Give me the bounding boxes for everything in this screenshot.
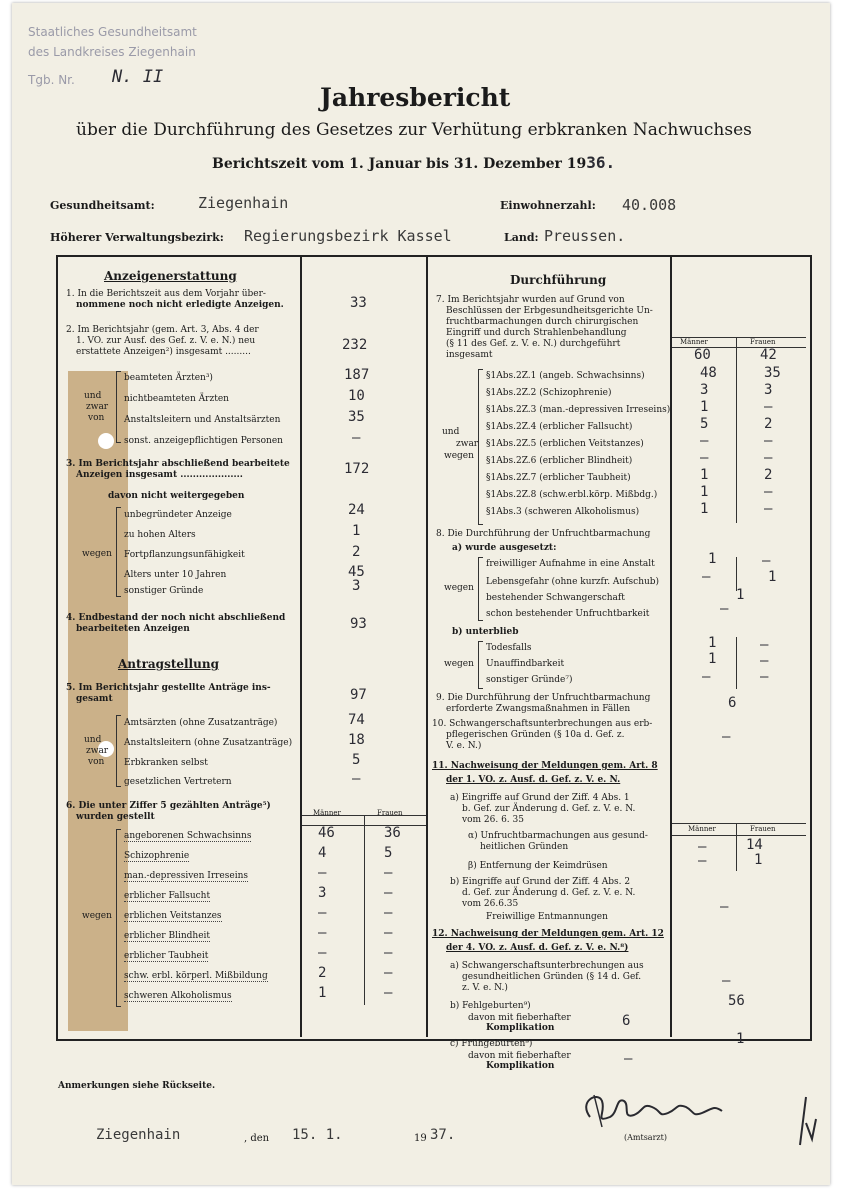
office-stamp-line-2: des Landkreises Ziegenhain xyxy=(28,45,196,59)
s5-item-4-value: — xyxy=(352,771,361,787)
r7-line-5: (§ 11 des Gef. z. V. e. N.) durchgeführt xyxy=(446,339,621,349)
center-divider xyxy=(426,257,428,1037)
r7-line-1: 7. Im Berichtsjahr wurden auf Grund von xyxy=(436,295,625,305)
row-5-line-1: 5. Im Berichtsjahr gestellte Anträge ins- xyxy=(66,683,271,693)
r7-item-label: §1Abs.2Z.8 (schw.erbl.körp. Mißbdg.) xyxy=(486,490,658,500)
brace-row-3 xyxy=(116,507,121,597)
r12-a-line-2: gesundheitlichen Gründen (§ 14 d. Gef. xyxy=(462,972,642,982)
footer-signer-title: (Amtsarzt) xyxy=(624,1133,667,1142)
s3-item-5-value: 3 xyxy=(352,578,361,594)
r12-c-line-3: Komplikation xyxy=(486,1061,555,1071)
r7-item-maenner: 1 xyxy=(700,501,709,517)
r11-a-line-3: vom 26. 6. 35 xyxy=(462,815,524,825)
r7-item-frauen: — xyxy=(764,399,773,415)
r7-line-6: insgesamt xyxy=(446,350,493,360)
r11-b-line-1: b) Eingriffe auf Grund der Ziff. 4 Abs. 2 xyxy=(450,877,631,887)
row-2-line-3: erstattete Anzeigen²) insgesamt ......... xyxy=(76,347,251,357)
s5-item-3-value: 5 xyxy=(352,752,361,768)
r8a-item-1-label: freiwilliger Aufnahme in eine Anstalt xyxy=(486,559,655,569)
r11-mf-divider xyxy=(736,823,737,871)
r6-item-frauen: — xyxy=(384,925,393,941)
r8a-item-2-maenner: — xyxy=(702,569,711,585)
initials-mark xyxy=(794,1093,818,1149)
r11-b-line-3: vom 26.6.35 xyxy=(462,899,519,909)
office-stamp-line-1: Staatliches Gesundheitsamt xyxy=(28,25,197,39)
row-1-value: 33 xyxy=(350,295,367,311)
section-antragstellung: Antragstellung xyxy=(118,657,219,671)
r12-c-value: 1 xyxy=(736,1031,745,1047)
gesundheitsamt-label: Gesundheitsamt: xyxy=(50,199,155,212)
r12-c-line-2: davon mit fieberhafter xyxy=(468,1051,571,1061)
row-6-mf-divider xyxy=(364,815,365,1005)
r6-item-maenner: — xyxy=(318,905,327,921)
r6-item-frauen: 5 xyxy=(384,845,393,861)
r6-item-maenner: 46 xyxy=(318,825,335,841)
und-label: und xyxy=(84,391,102,401)
footer-year: 37. xyxy=(430,1127,456,1143)
r11-header-top-rule xyxy=(672,823,806,824)
r11-alpha-line-2: heitlichen Gründen xyxy=(480,842,569,852)
r6-item-frauen: — xyxy=(384,985,393,1001)
r7-header-bottom-rule xyxy=(672,347,806,348)
s2-item-1-label: beamteten Ärzten³) xyxy=(124,373,213,383)
r6-item-frauen: — xyxy=(384,965,393,981)
r8b-mf-divider xyxy=(736,637,737,689)
r9-value: 6 xyxy=(728,695,737,711)
row-6-line-2: wurden gestellt xyxy=(76,812,155,822)
r12-b-line-2: davon mit fieberhafter xyxy=(468,1013,571,1023)
r8b-item-1-maenner: 1 xyxy=(708,635,717,651)
r7-item-frauen: — xyxy=(764,501,773,517)
land-label: Land: xyxy=(504,231,539,244)
s3-item-4-label: Alters unter 10 Jahren xyxy=(124,570,227,580)
section-durchfuehrung: Durchführung xyxy=(510,273,607,287)
r8a-item-2-frauen: 1 xyxy=(768,569,777,585)
r8a-item-3-label: bestehender Schwangerschaft xyxy=(486,593,625,603)
s2-item-2-label: nichtbeamteten Ärzten xyxy=(124,394,229,404)
left-value-divider xyxy=(300,257,302,1037)
footer-den: , den xyxy=(244,1133,270,1144)
r8b-item-2-label: Unauffindbarkeit xyxy=(486,659,565,669)
r10-line-2: pflegerischen Gründen (§ 10a d. Gef. z. xyxy=(446,730,625,740)
land-value: Preussen. xyxy=(544,227,626,245)
r7-item-label: §1Abs.2Z.4 (erblicher Fallsucht) xyxy=(486,422,633,432)
s3-item-1-value: 24 xyxy=(348,502,365,518)
r7-item-frauen: 2 xyxy=(764,416,773,432)
punch-hole-top xyxy=(98,433,114,449)
row-3-line-2: Anzeigen insgesamt .................... xyxy=(76,470,243,480)
r7-item-maenner: 48 xyxy=(700,365,717,381)
row-1-line-1: 1. In die Berichtszeit aus dem Vorjahr über- xyxy=(66,289,266,299)
r12-b-line-1: b) Fehlgeburten⁹) xyxy=(450,1001,531,1011)
signature xyxy=(572,1087,752,1131)
r6-item-label: erblicher Blindheit xyxy=(124,931,211,941)
r12-line-2: der 4. VO. z. Ausf. d. Gef. z. V. e. N.⁸) xyxy=(446,943,629,953)
r6-item-label: erblichen Veitstanzes xyxy=(124,911,222,921)
row-4-value: 93 xyxy=(350,616,367,632)
r7-line-4: Eingriff und durch Strahlenbehandlung xyxy=(446,328,627,338)
einwohnerzahl-value: 40.008 xyxy=(622,196,677,214)
r6-item-maenner: 3 xyxy=(318,885,327,901)
r6-item-label: man.-depressiven Irreseins xyxy=(124,871,248,881)
r6-item-maenner: 1 xyxy=(318,985,327,1001)
r6-item-maenner: — xyxy=(318,925,327,941)
s3-item-4-value: 45 xyxy=(348,564,365,580)
r12-a-line-1: a) Schwangerschaftsunterbrechungen aus xyxy=(450,961,644,971)
r11-maenner-header: Männer xyxy=(688,825,716,833)
r9-line-2: erforderte Zwangsmaßnahmen in Fällen xyxy=(446,704,631,714)
row-3-value: 172 xyxy=(344,461,370,477)
r7-item-frauen: — xyxy=(764,450,773,466)
r7-item-frauen: — xyxy=(764,433,773,449)
r11-b-line-2: d. Gef. zur Änderung d. Gef. z. V. e. N. xyxy=(462,888,636,898)
von-label-row-5: von xyxy=(88,757,105,767)
r7-maenner-header: Männer xyxy=(680,338,708,346)
s3-item-5-label: sonstiger Gründe xyxy=(124,586,204,596)
r7-item-maenner: — xyxy=(700,433,709,449)
r11-line-2: der 1. VO. z. Ausf. d. Gef. z. V. e. N. xyxy=(446,775,621,785)
r11-beta-maenner: — xyxy=(698,853,707,869)
r10-line-3: V. e. N.) xyxy=(446,741,482,751)
r7-item-frauen: 35 xyxy=(764,365,781,381)
r7-total-maenner: 60 xyxy=(694,347,711,363)
brace-row-5 xyxy=(116,715,121,787)
s2-item-2-value: 10 xyxy=(348,388,365,404)
zwar-label: zwar xyxy=(86,402,109,412)
s5-item-1-value: 74 xyxy=(348,712,365,728)
r7-zwar-label: zwar xyxy=(456,439,479,449)
r11-a-line-2: b. Gef. zur Änderung d. Gef. z. V. e. N. xyxy=(462,804,636,814)
r12-b-value: 56 xyxy=(728,993,745,1009)
einwohnerzahl-label: Einwohnerzahl: xyxy=(500,199,596,212)
r7-item-label: §1Abs.2Z.1 (angeb. Schwachsinns) xyxy=(486,371,645,381)
r10-value: — xyxy=(722,729,731,745)
r12-a-value: — xyxy=(722,973,731,989)
r7-item-label: §1Abs.2Z.3 (man.-depressiven Irreseins) xyxy=(486,405,671,415)
r11-alpha-frauen: 14 xyxy=(746,837,763,853)
r6-item-frauen: — xyxy=(384,945,393,961)
row-2-line-1: 2. Im Berichtsjahr (gem. Art. 3, Abs. 4 der xyxy=(66,325,259,335)
r8b-wegen-label: wegen xyxy=(444,659,474,669)
r6-item-label: Schizophrenie xyxy=(124,851,190,861)
row-4-line-2: bearbeiteten Anzeigen xyxy=(76,624,190,634)
r8a-item-3-value: 1 xyxy=(736,587,745,603)
r11-b-value: — xyxy=(720,899,729,915)
page-subtitle: über die Durchführung des Gesetzes zur Verhütung erbkranken Nachwuchses xyxy=(76,120,752,140)
r11-alpha-maenner: — xyxy=(698,839,707,855)
footer-year-prefix: 19 xyxy=(414,1133,427,1144)
r8b-item-3-maenner: — xyxy=(702,669,711,685)
brace-r7 xyxy=(478,369,483,525)
r7-item-maenner: — xyxy=(700,450,709,466)
r7-item-maenner: 1 xyxy=(700,467,709,483)
von-label: von xyxy=(88,413,105,423)
und-label-row-5: und xyxy=(84,735,102,745)
r6-item-frauen: — xyxy=(384,905,393,921)
wegen-label-row-3: wegen xyxy=(82,549,112,559)
s5-item-2-label: Anstaltsleitern (ohne Zusatzanträge) xyxy=(124,738,293,748)
r8b-heading: b) unterblieb xyxy=(452,627,519,637)
r8b-item-1-label: Todesfalls xyxy=(486,643,532,653)
r8b-item-3-label: sonstiger Gründe⁷) xyxy=(486,675,573,685)
gesundheitsamt-value: Ziegenhain xyxy=(198,194,289,212)
r8b-item-3-frauen: — xyxy=(760,669,769,685)
report-period: Berichtszeit vom 1. Januar bis 31. Dezember 1936. xyxy=(212,153,616,172)
r7-item-label: §1Abs.2Z.5 (erblichen Veitstanzes) xyxy=(486,439,644,449)
s3-item-3-label: Fortpflanzungsunfähigkeit xyxy=(124,550,245,560)
r9-line-1: 9. Die Durchführung der Unfruchtbarmachung xyxy=(436,693,651,703)
row-4-line-1: 4. Endbestand der noch nicht abschließend xyxy=(66,613,286,623)
r7-item-label: §1Abs.2Z.6 (erblicher Blindheit) xyxy=(486,456,633,466)
r6-item-label: angeborenen Schwachsinns xyxy=(124,831,252,841)
r7-item-maenner: 1 xyxy=(700,484,709,500)
row-3-line-1: 3. Im Berichtsjahr abschließend bearbeitete xyxy=(66,459,290,469)
r11-a-line-1: a) Eingriffe auf Grund der Ziff. 4 Abs. 1 xyxy=(450,793,630,803)
s3-item-2-label: zu hohen Alters xyxy=(124,530,196,540)
r8a-item-1-maenner: 1 xyxy=(708,551,717,567)
r7-item-frauen: — xyxy=(764,484,773,500)
r12-c-sub-value: — xyxy=(624,1051,633,1067)
r7-item-maenner: 5 xyxy=(700,416,709,432)
r7-item-label: §1Abs.2Z.2 (Schizophrenie) xyxy=(486,388,612,398)
row-2-value: 232 xyxy=(342,337,368,353)
row-1-line-2: nommene noch nicht erledigte Anzeigen. xyxy=(76,300,284,310)
r7-total-frauen: 42 xyxy=(760,347,777,363)
r12-a-line-3: z. V. e. N.) xyxy=(462,983,508,993)
row-3-subheading: davon nicht weitergegeben xyxy=(108,491,245,501)
row-5-line-2: gesamt xyxy=(76,694,113,704)
r11-line-1: 11. Nachweisung der Meldungen gem. Art. 8 xyxy=(432,761,658,771)
row-5-value: 97 xyxy=(350,687,367,703)
r7-und-label: und xyxy=(442,427,460,437)
r7-item-label: §1Abs.3 (schweren Alkoholismus) xyxy=(486,507,640,517)
r8a-item-2-label: Lebensgefahr (ohne kurzfr. Aufschub) xyxy=(486,577,660,587)
s3-item-1-label: unbegründeter Anzeige xyxy=(124,510,232,520)
r6-item-label: erblicher Fallsucht xyxy=(124,891,211,901)
r8a-wegen-label: wegen xyxy=(444,583,474,593)
brace-r8b xyxy=(478,641,483,689)
r6-item-frauen: 36 xyxy=(384,825,401,841)
r7-line-3: fruchtbarmachungen durch chirurgischen xyxy=(446,317,639,327)
r8b-item-2-frauen: — xyxy=(760,653,769,669)
r6-item-maenner: 4 xyxy=(318,845,327,861)
s5-item-1-label: Amtsärzten (ohne Zusatzanträge) xyxy=(124,718,278,728)
r8a-mf-divider xyxy=(736,557,737,591)
r7-line-2: Beschlüssen der Erbgesundheitsgerichte Un- xyxy=(446,306,653,316)
row-6-frauen-header: Frauen xyxy=(377,809,403,817)
r11-beta-label: β) Entfernung der Keimdrüsen xyxy=(468,861,608,871)
r12-c-line-1: c) Frühgeburten⁹) xyxy=(450,1039,533,1049)
brace-r8a xyxy=(478,557,483,621)
r7-item-label: §1Abs.2Z.7 (erblicher Taubheit) xyxy=(486,473,631,483)
r11-alpha-line-1: α) Unfruchtbarmachungen aus gesund- xyxy=(468,831,648,841)
tgb-value: N. II xyxy=(112,67,164,87)
r8b-item-1-frauen: — xyxy=(760,637,769,653)
tgb-label: Tgb. Nr. xyxy=(28,73,75,87)
r10-line-1: 10. Schwangerschaftsunterbrechungen aus erb- xyxy=(432,719,653,729)
footer-place: Ziegenhain xyxy=(96,1127,181,1143)
r11-header-bottom-rule xyxy=(672,835,806,836)
r8-line: 8. Die Durchführung der Unfruchtbarmachung xyxy=(436,529,651,539)
brace-row-6 xyxy=(116,829,121,1007)
r7-wegen-label: wegen xyxy=(444,451,474,461)
section-anzeigenerstattung: Anzeigenerstattung xyxy=(104,269,237,283)
r6-item-maenner: 2 xyxy=(318,965,327,981)
r6-item-frauen: — xyxy=(384,865,393,881)
s2-item-3-label: Anstaltsleitern und Anstaltsärzten xyxy=(124,415,281,425)
r6-item-maenner: — xyxy=(318,865,327,881)
wegen-label-row-6: wegen xyxy=(82,911,112,921)
r6-item-label: erblicher Taubheit xyxy=(124,951,209,961)
s3-item-2-value: 1 xyxy=(352,523,361,539)
r8a-item-4-value: — xyxy=(720,601,729,617)
r6-item-label: schw. erbl. körperl. Mißbildung xyxy=(124,971,268,981)
r12-b-sub-value: 6 xyxy=(622,1013,631,1029)
r11-frauen-header: Frauen xyxy=(750,825,776,833)
row-6-line-1: 6. Die unter Ziffer 5 gezählten Anträge⁵) xyxy=(66,801,271,811)
r8a-item-1-frauen: — xyxy=(762,553,771,569)
footer-date: 15. 1. xyxy=(292,1127,343,1143)
row-6-maenner-header: Männer xyxy=(313,809,341,817)
r7-item-maenner: 1 xyxy=(700,399,709,415)
s3-item-3-value: 2 xyxy=(352,544,361,560)
s2-item-4-label: sonst. anzeigepflichtigen Personen xyxy=(124,436,283,446)
r6-item-label: schweren Alkoholismus xyxy=(124,991,232,1001)
r7-item-maenner: 3 xyxy=(700,382,709,398)
r11-beta-frauen: 1 xyxy=(754,852,763,868)
s5-item-2-value: 18 xyxy=(348,732,365,748)
s2-item-1-value: 187 xyxy=(344,367,370,383)
document-page xyxy=(12,3,830,1185)
right-value-divider xyxy=(670,257,672,1037)
brace-row-2 xyxy=(116,371,121,443)
r7-item-frauen: 2 xyxy=(764,467,773,483)
s2-item-4-value: — xyxy=(352,430,361,446)
verwaltungsbezirk-label: Höherer Verwaltungsbezirk: xyxy=(50,231,224,244)
r7-item-frauen: 3 xyxy=(764,382,773,398)
r11-b-line-4: Freiwillige Entmannungen xyxy=(486,912,608,922)
r8a-item-4-label: schon bestehender Unfruchtbarkeit xyxy=(486,609,650,619)
s2-item-3-value: 35 xyxy=(348,409,365,425)
zwar-label-row-5: zwar xyxy=(86,746,109,756)
r6-item-frauen: — xyxy=(384,885,393,901)
r6-item-maenner: — xyxy=(318,945,327,961)
r12-line-1: 12. Nachweisung der Meldungen gem. Art. 12 xyxy=(432,929,664,939)
s5-item-3-label: Erbkranken selbst xyxy=(124,758,208,768)
r12-b-line-3: Komplikation xyxy=(486,1023,555,1033)
footnote-reference: Anmerkungen siehe Rückseite. xyxy=(58,1081,216,1091)
page-title: Jahresbericht xyxy=(320,83,511,112)
r7-mf-divider xyxy=(736,337,737,523)
s5-item-4-label: gesetzlichen Vertretern xyxy=(124,777,232,787)
r8b-item-2-maenner: 1 xyxy=(708,651,717,667)
verwaltungsbezirk-value: Regierungsbezirk Kassel xyxy=(244,227,452,245)
r7-frauen-header: Frauen xyxy=(750,338,776,346)
row-2-line-2: 1. VO. zur Ausf. des Gef. z. V. e. N.) neu xyxy=(76,336,256,346)
r8a-heading: a) wurde ausgesetzt: xyxy=(452,543,557,553)
